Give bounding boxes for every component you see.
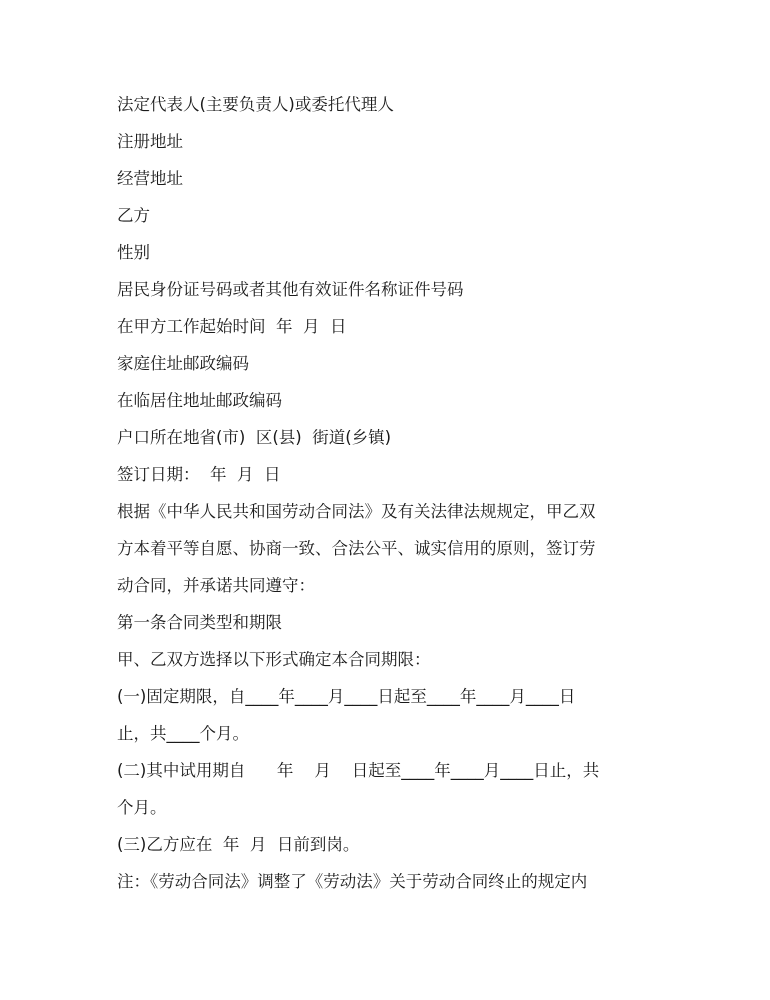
field-signing-date: 签订日期： 年 月 日 [117,465,281,484]
field-business-address: 经营地址 [117,169,183,188]
clause-fixed-term: (一)固定期限，自____年____月____日起至____年____月____日 [117,687,576,706]
field-household-registration: 户口所在地省(市) 区(县) 街道(乡镇) [117,428,392,447]
clause-report-date: (三)乙方应在 年 月 日前到岗。 [117,835,360,854]
paragraph-line: 方本着平等自愿、协商一致、合法公平、诚实信用的原则，签订劳 [117,539,596,558]
field-start-date: 在甲方工作起始时间 年 月 日 [117,317,347,336]
field-temporary-address: 在临居住地址邮政编码 [117,391,282,410]
note-line: 注：《劳动合同法》调整了《劳动法》关于劳动合同终止的规定内 [117,872,588,891]
clause-probation-cont: 个月。 [117,798,167,817]
party-b-heading: 乙方 [117,206,150,225]
field-registered-address: 注册地址 [117,132,183,151]
field-id-number: 居民身份证号码或者其他有效证件名称证件号码 [117,280,464,299]
paragraph-line: 根据《中华人民共和国劳动合同法》及有关法律法规规定，甲乙双 [117,502,596,521]
field-legal-representative: 法定代表人(主要负责人)或委托代理人 [117,95,394,114]
paragraph-line: 甲、乙双方选择以下形式确定本合同期限： [117,650,431,669]
paragraph-line: 动合同，并承诺共同遵守： [117,576,315,595]
document-body [117,86,657,900]
field-home-address: 家庭住址邮政编码 [117,354,249,373]
article-heading: 第一条合同类型和期限 [117,613,282,632]
field-gender: 性别 [117,243,150,262]
clause-fixed-term-cont: 止，共____个月。 [117,724,249,743]
clause-probation: (二)其中试用期自 年 月 日起至____年____月____日止，共 [117,761,600,780]
